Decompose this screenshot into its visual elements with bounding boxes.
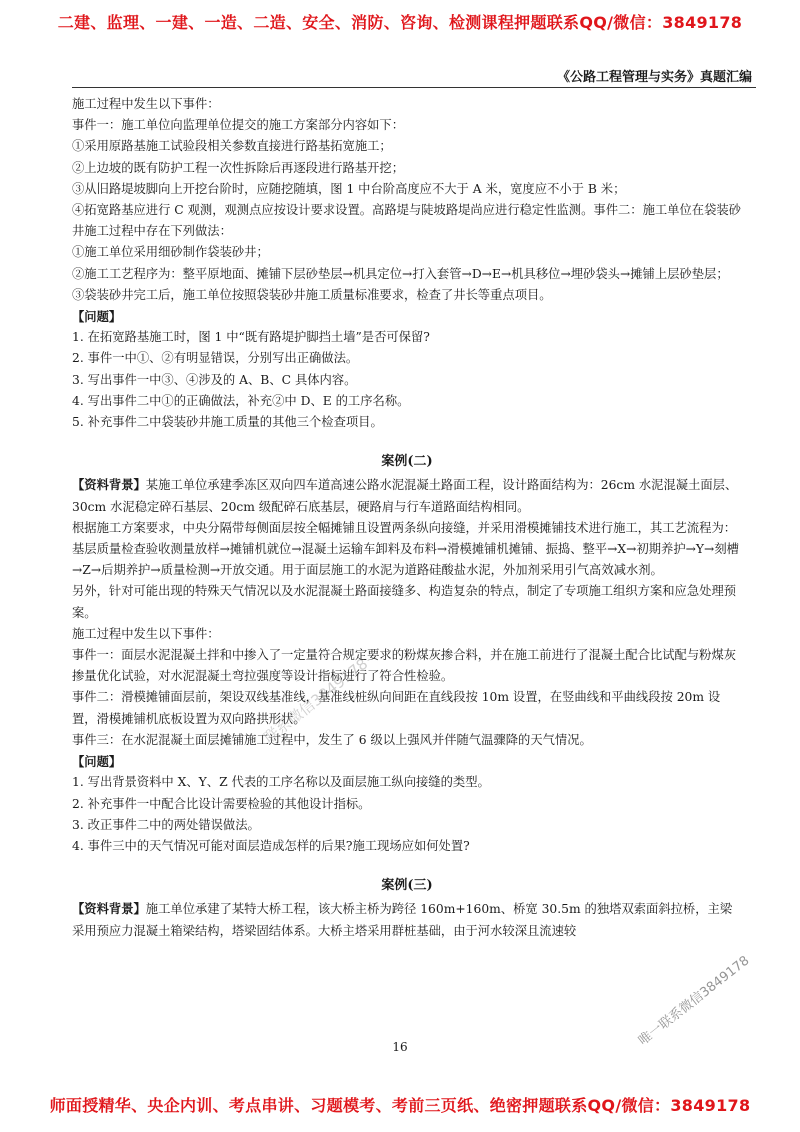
page-number: 16 xyxy=(392,1040,408,1054)
paragraph: ①采用原路基施工试验段相关参数直接进行路基拓宽施工； xyxy=(72,139,392,154)
paragraph: 4. 事件三中的天气情况可能对面层造成怎样的后果?施工现场应如何处置? xyxy=(72,838,470,853)
document-body xyxy=(72,94,742,942)
paragraph: 1. 写出背景资料中 X、Y、Z 代表的工序名称以及面层施工纵向接缝的类型。 xyxy=(72,775,490,790)
case2-background-label: 【资料背景】 xyxy=(72,477,146,493)
case3-title: 案例(三) xyxy=(381,878,433,894)
paragraph: 2. 补充事件一中配合比设计需要检验的其他设计指标。 xyxy=(72,796,371,811)
paragraph: ③袋装砂井完工后，施工单位按照袋装砂井施工质量标准要求，检查了井长等重点项目。 xyxy=(72,287,552,302)
header-rule xyxy=(72,87,756,88)
running-header: 《公路工程管理与实务》真题汇编 xyxy=(556,70,752,85)
bottom-promo-banner: 师面授精华、央企内训、考点串讲、习题模考、考前三页纸、绝密押题联系QQ/微信：3849178 xyxy=(49,1096,751,1115)
paragraph: 施工过程中发生以下事件： xyxy=(72,97,220,111)
paragraph: 事件一：面层水泥混凝土拌和中掺入了一定量符合规定要求的粉煤灰掺合料，并在施工前进行了混凝土配合比试配与粉煤灰掺量优化试验，对水泥混凝土弯拉强度等设计指标进行了符合性检验。 xyxy=(72,648,737,684)
paragraph: 5. 补充事件二中袋装砂井施工质量的其他三个检查项目。 xyxy=(72,415,383,430)
case3-background-text: 施工单位承建了某特大桥工程，该大桥主桥为跨径 160m+160m、桥宽 30.5m 的独塔双索面斜拉桥，主梁采用预应力混凝土箱梁结构，塔梁固结体系。大桥主塔采用群桩基础，由于河水较深且流速较 xyxy=(72,902,733,938)
top-promo-banner: 二建、监理、一建、一造、二造、安全、消防、咨询、检测课程押题联系QQ/微信：3849178 xyxy=(57,13,743,32)
paragraph: ④拓宽路基应进行 C 观测，观测点应按设计要求设置。高路堤与陡坡路堤尚应进行稳定性监测。事件二：施工单位在袋装砂井施工过程中存在下列做法： xyxy=(72,203,741,239)
paragraph: ①施工单位采用细砂制作袋装砂井； xyxy=(72,245,269,260)
paragraph: 事件一：施工单位向监理单位提交的施工方案部分内容如下： xyxy=(72,118,405,133)
paragraph: 2. 事件一中①、②有明显错误，分别写出正确做法。 xyxy=(72,351,359,366)
case3-background xyxy=(72,898,742,941)
paragraph: ②上边坡的既有防护工程一次性拆除后再逐段进行路基开挖； xyxy=(72,160,405,175)
case2-title: 案例(二) xyxy=(381,454,433,470)
paragraph: ③从旧路堤坡脚向上开挖台阶时，应随挖随填，图 1 中台阶高度应不大于 A 米，宽度应不小于 B 米； xyxy=(72,181,626,196)
case2-background xyxy=(72,474,742,517)
paragraph: 根据施工方案要求，中央分隔带每侧面层按全幅摊铺且设置两条纵向接缝，并采用滑模摊铺技术进行施工，其工艺流程为：基层质量检查验收测量放样→摊铺机就位→混凝土运输车卸料及布料→滑模摊铺机摊铺、振捣、整平→X→初期养护→Y→刻槽→Z→后期养护→质量检测→开放交通。用于面层施工的水泥为道路硅酸盐水泥，外加剂采用引气高效减水剂。 xyxy=(72,520,739,578)
paragraph: 施工过程中发生以下事件： xyxy=(72,626,220,641)
case2-section xyxy=(72,518,742,857)
paragraph: 另外，针对可能出现的特殊天气情况以及水泥混凝土路面接缝多、构造复杂的特点，制定了专项施工组织方案和应急处理预案。 xyxy=(72,584,737,620)
paragraph: 事件三：在水泥混凝土面层摊铺施工过程中，发生了 6 级以上强风并伴随气温骤降的天气情况。 xyxy=(72,732,592,747)
paragraph: 【问题】 xyxy=(72,754,122,770)
paragraph: 3. 写出事件一中③、④涉及的 A、B、C 具体内容。 xyxy=(72,372,357,387)
corner-watermark: 唯一联系微信3849178 xyxy=(636,953,753,1049)
paragraph: 4. 写出事件二中①的正确做法，补充②中 D、E 的工序名称。 xyxy=(72,393,410,408)
paragraph: 1. 在拓宽路基施工时，图 1 中“既有路堤护脚挡土墙”是否可保留? xyxy=(72,330,430,345)
paragraph: 事件二：滑模摊铺面层前，架设双线基准线，基准线桩纵向间距在直线段按 10m 设置，在竖曲线和平曲线段按 20m 设置，滑模摊铺机底板设置为双向路拱形状。 xyxy=(72,690,721,726)
case2-background-text: 某施工单位承建季冻区双向四车道高速公路水泥混凝土路面工程，设计路面结构为：26cm 水泥混凝土面层、30cm 水泥稳定碎石基层、20cm 级配碎石底基层，硬路肩与行车道路面结构相同。 xyxy=(72,478,738,514)
paragraph: 3. 改正事件二中的两处错误做法。 xyxy=(72,817,260,832)
paragraph: 【问题】 xyxy=(72,309,122,325)
watermark: 联系微信3849178 xyxy=(260,654,372,748)
paragraph: ②施工工艺程序为：整平原地面、摊铺下层砂垫层→机具定位→打入套管→D→E→机具移位→埋砂袋头→摊铺上层砂垫层； xyxy=(72,266,729,281)
case3-background-label: 【资料背景】 xyxy=(72,901,146,917)
case1-section xyxy=(72,94,742,433)
